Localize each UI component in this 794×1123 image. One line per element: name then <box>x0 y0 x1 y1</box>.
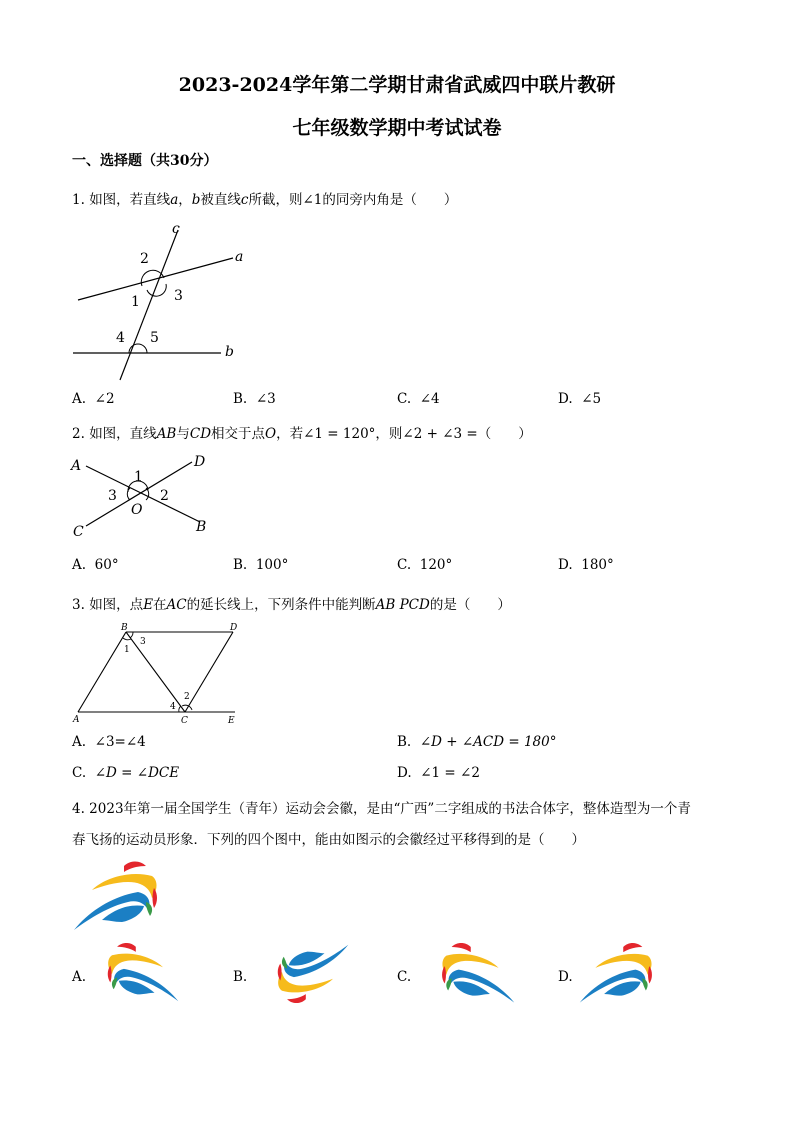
option-value: ∠2 <box>94 391 115 407</box>
option-value: ∠1 = ∠2 <box>420 765 480 781</box>
option-letter: B. <box>233 391 248 407</box>
fig2-label-2: 2 <box>160 488 169 504</box>
option-letter: C. <box>397 557 412 573</box>
fig1-label-2: 2 <box>140 251 149 267</box>
q4-option-c-label: C. <box>397 969 412 985</box>
fig3-label-D: D <box>230 623 238 633</box>
fig1-label-c: c <box>172 221 180 237</box>
option-letter: A. <box>72 734 87 750</box>
q4-option-c-image[interactable] <box>428 940 518 1010</box>
option-value: ∠D + ∠ACD = 180° <box>419 734 557 750</box>
q1-comma: ， <box>178 192 192 208</box>
q2-option-b[interactable] <box>233 557 288 573</box>
q2-number: 2. <box>72 426 85 442</box>
option-value: 60° <box>94 557 119 573</box>
q3-figure <box>68 620 248 728</box>
q3-option-b[interactable] <box>397 734 556 750</box>
q4-option-d-label: D. <box>558 969 573 985</box>
fig3-label-B: B <box>121 623 128 633</box>
q1-var-c: c <box>240 192 249 208</box>
fig1-label-5: 5 <box>150 330 159 346</box>
q3-relation: AB PCD <box>375 597 430 613</box>
question-3 <box>72 593 511 613</box>
option-value: ∠3 <box>255 391 276 407</box>
q1-text2: 被直线 <box>200 192 241 208</box>
option-value: ∠D = ∠DCE <box>94 765 180 781</box>
fig3-label-2: 2 <box>184 692 190 702</box>
q1-var-a: a <box>170 192 179 208</box>
option-letter: B. <box>397 734 412 750</box>
question-4-line2: 春飞扬的运动员形象．下列的四个图中，能由如图示的会徽经过平移得到的是（ ） <box>72 832 585 848</box>
q3-text: 如图，点 <box>89 597 144 613</box>
fig2-label-O: O <box>131 502 143 518</box>
option-letter: D. <box>558 391 573 407</box>
q1-figure <box>68 218 258 388</box>
q4-option-a-image[interactable] <box>92 940 180 1006</box>
q2-text3: 相交于点 <box>211 426 266 442</box>
option-value: ∠5 <box>581 391 602 407</box>
fig1-label-1: 1 <box>131 294 140 310</box>
fig1-label-3: 3 <box>174 288 183 304</box>
q1-option-d[interactable] <box>558 391 601 407</box>
fig2-label-D: D <box>194 454 206 470</box>
option-letter: D. <box>558 557 573 573</box>
fig2-label-C: C <box>73 524 84 540</box>
q2-var-ab: AB <box>156 426 177 442</box>
q3-option-c[interactable] <box>72 765 179 781</box>
q2-var-cd: CD <box>189 426 212 442</box>
fig3-label-1: 1 <box>124 645 130 655</box>
q2-var-o: O <box>265 426 277 442</box>
q4-option-b-label: B. <box>233 969 248 985</box>
option-letter: A. <box>72 557 87 573</box>
q1-option-b[interactable] <box>233 391 276 407</box>
q2-text2: 与 <box>176 426 190 442</box>
q1-option-c[interactable] <box>397 391 440 407</box>
q2-figure <box>68 452 218 542</box>
section-heading: 一、选择题（共30分） <box>72 153 218 169</box>
q2-text: 如图，直线 <box>89 426 157 442</box>
q2-option-d[interactable] <box>558 557 614 573</box>
fig2-label-3: 3 <box>108 488 117 504</box>
option-letter: A. <box>72 391 87 407</box>
option-value: 120° <box>419 557 453 573</box>
q3-number: 3. <box>72 597 85 613</box>
option-letter: B. <box>233 557 248 573</box>
fig3-label-4: 4 <box>170 702 176 712</box>
option-value: 100° <box>255 557 289 573</box>
q1-number: 1. <box>72 192 85 208</box>
q3-var-e: E <box>143 597 154 613</box>
q1-angle: ∠1 <box>302 192 323 208</box>
fig1-label-4: 4 <box>116 330 125 346</box>
q3-text4: 的是（ ） <box>429 597 511 613</box>
exam-title-line2: 七年级数学期中考试试卷 <box>292 117 502 139</box>
q3-option-d[interactable] <box>397 765 480 781</box>
fig1-label-a: a <box>235 249 244 265</box>
option-value: ∠4 <box>419 391 440 407</box>
fig2-label-1: 1 <box>134 469 143 485</box>
option-letter: C. <box>72 765 87 781</box>
q2-text4: ，若∠1 = 120°，则∠2 + ∠3 =（ ） <box>276 426 532 442</box>
option-letter: D. <box>397 765 412 781</box>
q2-option-a[interactable] <box>72 557 119 573</box>
q1-option-a[interactable] <box>72 391 115 407</box>
question-1 <box>72 188 457 208</box>
option-value: ∠3=∠4 <box>94 734 146 750</box>
q4-option-a-label: A. <box>72 969 87 985</box>
q1-var-b: b <box>191 192 201 208</box>
exam-title-line1: 2023-2024学年第二学期甘肃省武威四中联片教研 <box>178 74 616 96</box>
question-2 <box>72 422 532 442</box>
option-letter: C. <box>397 391 412 407</box>
question-4-line1: 4. 2023年第一届全国学生（青年）运动会会徽，是由“广西”二字组成的书法合体字，整体造型为一个青 <box>72 801 691 817</box>
fig3-label-A: A <box>73 715 80 725</box>
fig3-label-C: C <box>181 716 188 726</box>
q4-option-b-image[interactable] <box>262 940 350 1006</box>
q1-text3: 所截，则 <box>248 192 303 208</box>
fig1-label-b: b <box>225 344 234 360</box>
q3-var-ac: AC <box>166 597 187 613</box>
q4-option-d-image[interactable] <box>578 940 668 1008</box>
q3-option-a[interactable] <box>72 734 146 750</box>
q3-text3: 的延长线上，下列条件中能判断 <box>186 597 376 613</box>
fig2-label-A: A <box>71 458 82 474</box>
option-value: 180° <box>581 557 614 573</box>
q1-text4: 的同旁内角是（ ） <box>322 192 458 208</box>
q3-text2: 在 <box>153 597 167 613</box>
fig2-label-B: B <box>196 519 207 535</box>
q2-option-c[interactable] <box>397 557 452 573</box>
fig3-label-3: 3 <box>140 637 146 647</box>
emblem-original-image <box>72 856 176 934</box>
fig3-label-E: E <box>228 716 235 726</box>
q1-text: 如图，若直线 <box>89 192 171 208</box>
